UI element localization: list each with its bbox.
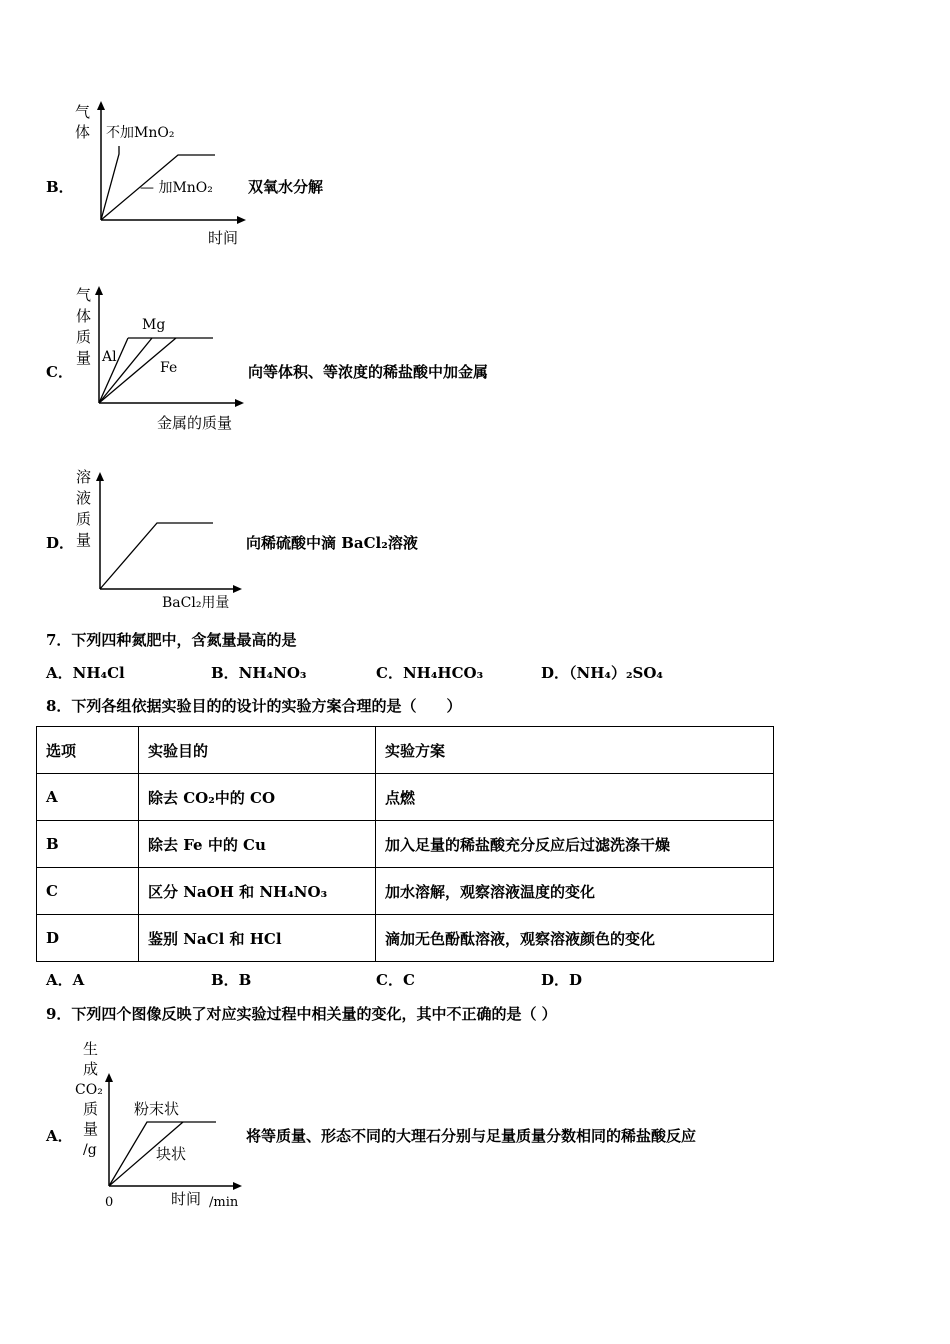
y-axis-arrow	[95, 286, 103, 295]
y-axis-arrow	[97, 101, 105, 110]
y-label-char: 质	[76, 328, 92, 346]
cell-purpose: 除去 CO₂中的 CO	[139, 774, 376, 821]
y-label-char: /g	[83, 1142, 97, 1158]
curve-label-with-mno2: — 加MnO₂	[140, 180, 213, 196]
table-row	[37, 868, 774, 915]
cell-option: C	[37, 868, 139, 915]
curve-mg	[99, 338, 152, 403]
question-7-stem: 7．下列四种氮肥中，含氮量最高的是	[46, 631, 297, 649]
header-purpose: 实验目的	[139, 727, 376, 774]
cell-plan: 加水溶解，观察溶液温度的变化	[376, 868, 774, 915]
option-label-d: D．	[46, 534, 75, 552]
y-label-char: 体	[76, 307, 92, 325]
y-axis-arrow	[96, 472, 104, 481]
q7-option-d[interactable]: D．（NH₄）₂SO₄	[541, 664, 663, 682]
chart-q6-c	[70, 283, 255, 435]
q8-option-d[interactable]: D．D	[541, 971, 583, 989]
y-label-char: 气	[75, 103, 91, 121]
option-desc-c: 向等体积、等浓度的稀盐酸中加金属	[248, 363, 489, 381]
curve-label-no-mno2: 不加MnO₂	[106, 125, 175, 141]
y-label-char: 成	[83, 1060, 99, 1078]
curve-al	[99, 338, 128, 403]
curve-no-mno2	[101, 146, 119, 220]
option-label-c: C．	[46, 363, 73, 381]
y-label-char: CO₂	[75, 1082, 103, 1098]
y-label-char: 气	[76, 286, 92, 304]
q7-option-b[interactable]: B．NH₄NO₃	[211, 664, 307, 682]
y-axis-arrow	[105, 1073, 113, 1082]
header-plan: 实验方案	[376, 727, 774, 774]
option-desc-a: 将等质量、形态不同的大理石分别与足量质量分数相同的稀盐酸反应	[246, 1127, 697, 1145]
y-label-char: 溶	[76, 468, 92, 486]
y-label-char: 质	[76, 510, 92, 528]
cell-option: A	[37, 774, 139, 821]
q7-option-a[interactable]: A．NH₄Cl	[46, 664, 125, 682]
y-label-char: 量	[76, 531, 92, 549]
q8-option-b[interactable]: B．B	[211, 971, 252, 989]
curve-label-al: Al	[102, 349, 117, 365]
x-axis-arrow	[233, 1182, 242, 1190]
option-desc-b: 双氧水分解	[248, 178, 324, 196]
y-label-char: 生	[83, 1040, 99, 1058]
y-label-char: 量	[76, 349, 92, 367]
x-axis-arrow	[237, 216, 246, 224]
x-axis-arrow	[233, 585, 242, 593]
y-label-char: 液	[76, 489, 92, 507]
option-desc-d: 向稀硫酸中滴 BaCl₂溶液	[246, 534, 418, 552]
x-label: 金属的质量	[157, 414, 233, 432]
cell-purpose: 除去 Fe 中的 Cu	[139, 821, 376, 868]
cell-plan: 滴加无色酚酞溶液，观察溶液颜色的变化	[376, 915, 774, 962]
q7-option-c[interactable]: C．NH₄HCO₃	[376, 664, 484, 682]
q8-option-a[interactable]: A．A	[46, 971, 85, 989]
chart-q6-d	[70, 465, 250, 615]
y-label-char: 量	[83, 1120, 99, 1138]
table-header-row	[37, 727, 774, 774]
cell-option: D	[37, 915, 139, 962]
curve-label-fe: Fe	[160, 360, 178, 376]
y-label-char: 质	[83, 1100, 99, 1118]
cell-plan: 点燃	[376, 774, 774, 821]
x-axis-arrow	[235, 399, 244, 407]
chart-q9-a	[70, 1036, 250, 1216]
header-option: 选项	[37, 727, 139, 774]
question-8-stem: 8．下列各组依据实验目的的设计的实验方案合理的是（ ）	[46, 697, 462, 715]
option-label-a: A．	[46, 1127, 73, 1145]
cell-plan: 加入足量的稀盐酸充分反应后过滤洗涤干燥	[376, 821, 774, 868]
curve-label-block: 块状	[156, 1145, 187, 1163]
cell-purpose: 区分 NaOH 和 NH₄NO₃	[139, 868, 376, 915]
curve-solution-mass	[100, 523, 213, 589]
table-row	[37, 774, 774, 821]
curve-label-powder: 粉末状	[134, 1100, 180, 1118]
table-row	[37, 821, 774, 868]
cell-purpose: 鉴别 NaCl 和 HCl	[139, 915, 376, 962]
option-label-b: B．	[46, 178, 74, 196]
x-unit: /min	[209, 1195, 239, 1210]
chart-q6-b	[70, 100, 250, 250]
cell-option: B	[37, 821, 139, 868]
x-label: 时间	[171, 1190, 202, 1208]
x-label: 时间	[208, 229, 239, 247]
q8-option-c[interactable]: C．C	[376, 971, 415, 989]
x-label: BaCl₂用量	[162, 595, 230, 611]
curve-label-mg: Mg	[142, 317, 166, 333]
origin-label: 0	[105, 1195, 114, 1210]
y-label-char: 体	[75, 123, 91, 141]
table-row	[37, 915, 774, 962]
question-9-stem: 9．下列四个图像反映了对应实验过程中相关量的变化，其中不正确的是（ ）	[46, 1005, 557, 1023]
experiment-table	[36, 726, 774, 962]
